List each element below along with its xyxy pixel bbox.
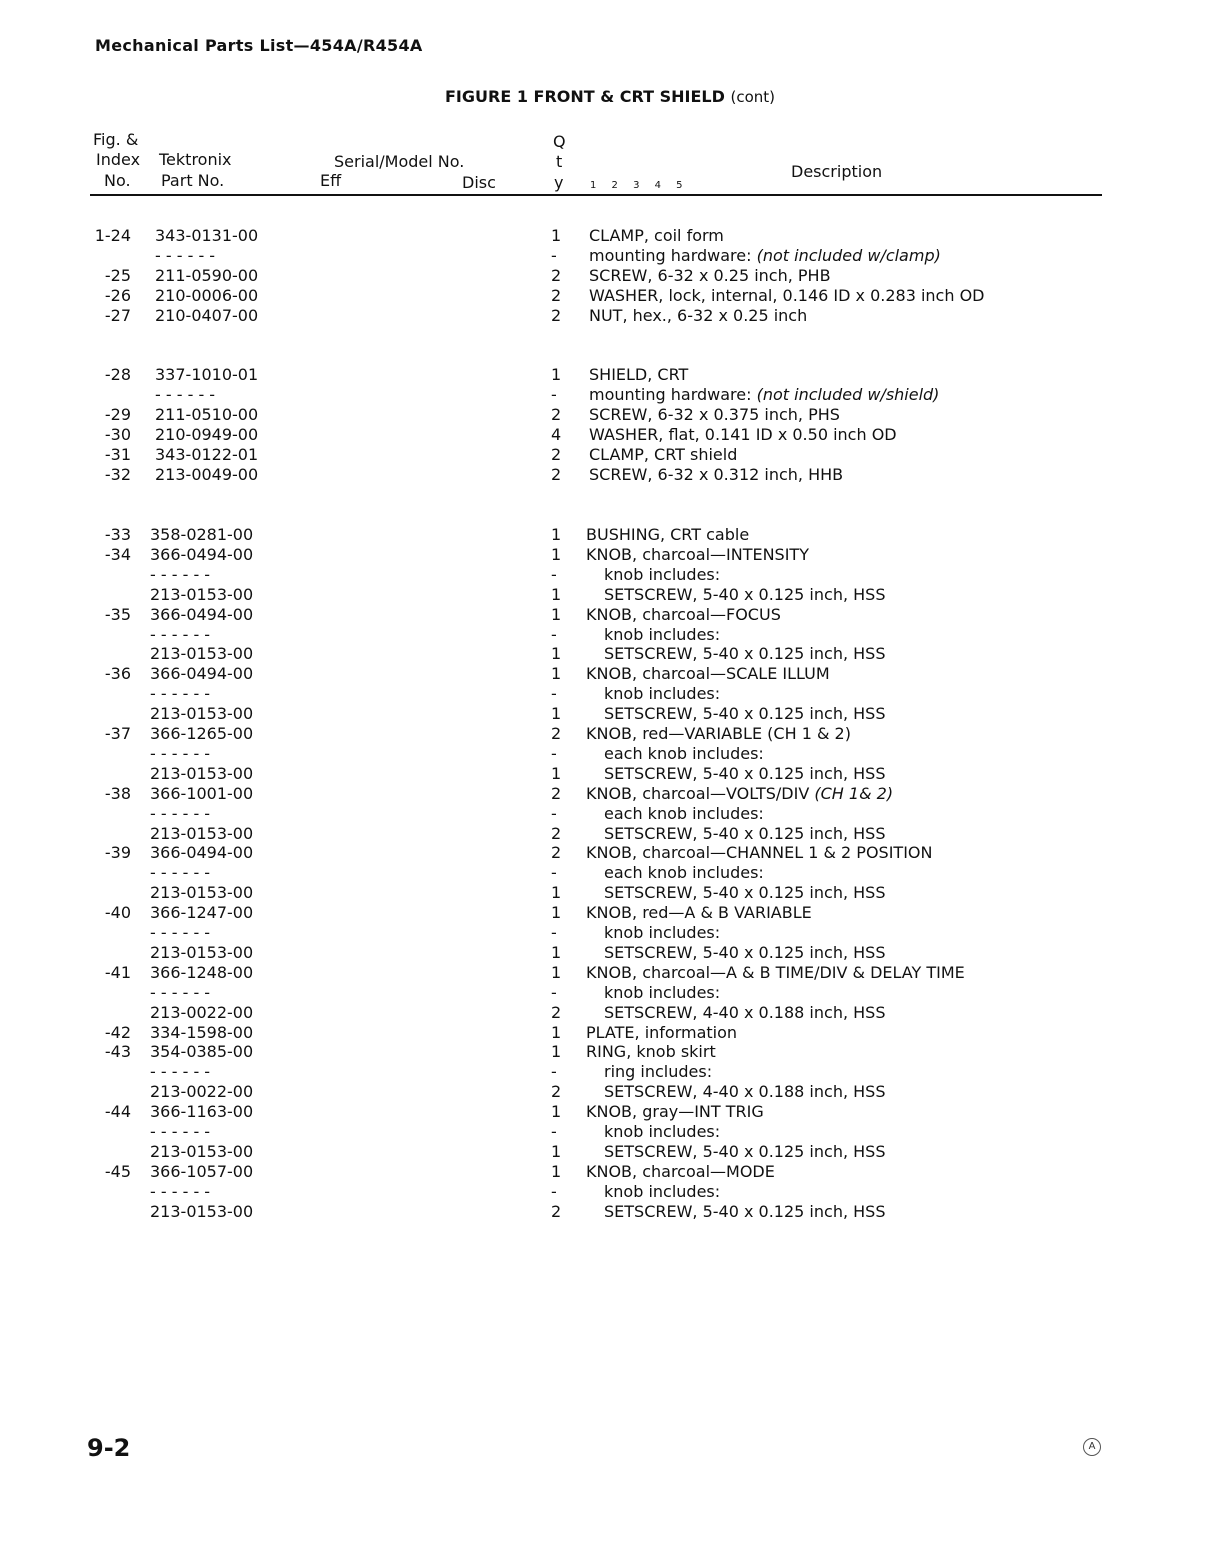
row-description-text: SHIELD, CRT <box>589 365 689 384</box>
row-description-text: SETSCREW, 4-40 x 0.188 inch, HSS <box>604 1002 886 1022</box>
row-description <box>604 1142 885 1162</box>
row-quantity: - <box>551 245 557 265</box>
row-description <box>586 545 809 565</box>
row-description <box>589 226 724 246</box>
row-part-number: 213-0153-00 <box>150 883 254 903</box>
row-description-text: KNOB, charcoal—INTENSITY <box>586 544 809 564</box>
row-description-text: knob includes: <box>604 684 721 704</box>
col-part-line2: Part No. <box>161 171 225 190</box>
page-header-title: Mechanical Parts List—454A/R454A <box>95 36 423 55</box>
row-description <box>589 465 843 485</box>
row-part-number: 334-1598-00 <box>150 1022 254 1042</box>
revision-mark: A <box>1083 1438 1101 1456</box>
row-description <box>586 1162 775 1182</box>
row-part-number: 211-0510-00 <box>155 404 259 424</box>
row-description-text: each knob includes: <box>604 803 764 823</box>
row-index: -34 <box>104 544 131 564</box>
row-description-text: SETSCREW, 5-40 x 0.125 inch, HSS <box>604 1201 886 1221</box>
row-quantity: 2 <box>551 843 562 863</box>
row-description-text: RING, knob skirt <box>586 1042 716 1062</box>
row-description-text: KNOB, charcoal—A & B TIME/DIV & DELAY TIME <box>586 962 965 982</box>
figure-title-main: FIGURE 1 FRONT & CRT SHIELD <box>445 87 725 106</box>
row-index: -36 <box>104 664 131 684</box>
row-index: -45 <box>104 1161 131 1181</box>
row-description <box>586 605 781 625</box>
row-part-number: - - - - - - <box>150 743 211 763</box>
row-description-text: KNOB, charcoal—VOLTS/DIV <box>586 783 815 803</box>
row-index: -40 <box>104 903 131 923</box>
row-part-number: 337-1010-01 <box>155 365 259 384</box>
row-description <box>604 1122 720 1142</box>
row-description-text: SCREW, 6-32 x 0.312 inch, HHB <box>589 464 844 484</box>
row-quantity: - <box>551 743 557 763</box>
page-number: 9-2 <box>87 1434 131 1462</box>
row-quantity: 1 <box>551 903 562 923</box>
row-index: -28 <box>104 365 131 384</box>
col-fig-line2: Index <box>96 150 141 169</box>
row-description-text: knob includes: <box>604 624 721 644</box>
row-description <box>589 286 985 306</box>
row-quantity: - <box>551 1062 557 1082</box>
row-quantity: - <box>551 624 557 644</box>
row-part-number: 210-0949-00 <box>155 424 259 444</box>
row-description <box>604 1202 885 1222</box>
row-description <box>604 804 764 824</box>
row-description-note: (not included w/shield) <box>756 384 940 404</box>
row-description-text: KNOB, charcoal—FOCUS <box>586 604 781 624</box>
row-description <box>586 1042 716 1062</box>
row-quantity: 2 <box>551 444 562 464</box>
row-quantity: 1 <box>551 365 562 384</box>
row-index: -37 <box>104 724 131 743</box>
row-quantity: - <box>551 803 557 823</box>
row-quantity: - <box>551 384 557 404</box>
row-quantity: 1 <box>551 544 562 564</box>
col-disc: Disc <box>462 173 496 192</box>
row-description-text: KNOB, red—VARIABLE (CH 1 & 2) <box>586 724 851 743</box>
row-description-text: SETSCREW, 5-40 x 0.125 inch, HSS <box>604 1141 886 1161</box>
row-index: -41 <box>104 962 131 982</box>
row-quantity: 2 <box>551 1002 562 1022</box>
row-part-number: 366-1057-00 <box>150 1161 254 1181</box>
row-quantity: - <box>551 863 557 883</box>
row-index: -38 <box>104 783 131 803</box>
row-part-number: 366-0494-00 <box>150 843 254 863</box>
row-description <box>604 923 720 943</box>
row-quantity: 2 <box>551 305 562 325</box>
row-part-number: 366-1248-00 <box>150 962 254 982</box>
row-description-text: KNOB, red—A & B VARIABLE <box>586 903 812 923</box>
row-part-number: - - - - - - <box>155 245 216 265</box>
figure-title-suffix: (cont) <box>730 88 775 106</box>
row-part-number: 366-1265-00 <box>150 724 254 743</box>
row-description-text: each knob includes: <box>604 743 764 763</box>
row-description-text: knob includes: <box>604 982 721 1002</box>
row-description <box>604 983 720 1003</box>
row-part-number: 213-0153-00 <box>150 763 254 783</box>
row-part-number: 366-0494-00 <box>150 664 254 684</box>
row-quantity: 2 <box>551 1201 562 1221</box>
row-quantity: 2 <box>551 464 562 484</box>
row-description-text: WASHER, flat, 0.141 ID x 0.50 inch OD <box>589 424 897 444</box>
row-description-text: knob includes: <box>604 923 721 942</box>
row-description <box>589 385 939 405</box>
col-part-line1: Tektronix <box>159 150 232 169</box>
row-index: -35 <box>104 604 131 624</box>
row-quantity: - <box>551 684 557 704</box>
col-qty-q: Q <box>553 132 566 151</box>
row-part-number: - - - - - - <box>150 923 211 942</box>
row-description <box>604 1062 712 1082</box>
row-part-number: - - - - - - <box>150 803 211 823</box>
row-description-text: ring includes: <box>604 1062 713 1082</box>
row-quantity: - <box>551 1122 557 1141</box>
row-description-text: SETSCREW, 5-40 x 0.125 inch, HSS <box>604 942 886 962</box>
row-description-text: BUSHING, CRT cable <box>586 525 750 544</box>
row-index: -39 <box>104 843 131 863</box>
row-index: -31 <box>104 444 131 464</box>
col-eff: Eff <box>320 171 342 190</box>
row-index: -33 <box>104 525 131 544</box>
row-quantity: 1 <box>551 1042 562 1062</box>
row-quantity: 1 <box>551 644 562 664</box>
row-description-text: SETSCREW, 5-40 x 0.125 inch, HSS <box>604 883 886 903</box>
row-description-text: mounting hardware: <box>589 245 757 265</box>
row-description <box>586 664 830 684</box>
row-part-number: - - - - - - <box>150 982 211 1002</box>
row-part-number: 213-0153-00 <box>150 1201 254 1221</box>
row-index: -44 <box>104 1102 131 1122</box>
col-qty-t: t <box>556 152 563 171</box>
row-description-text: knob includes: <box>604 564 721 584</box>
row-quantity: - <box>551 564 557 584</box>
row-description-text: KNOB, gray—INT TRIG <box>586 1102 764 1122</box>
row-description-text: mounting hardware: <box>589 384 757 404</box>
row-index: -42 <box>104 1022 131 1042</box>
row-description-text: CLAMP, coil form <box>589 226 724 245</box>
row-part-number: - - - - - - <box>155 384 216 404</box>
row-quantity: 2 <box>551 1082 562 1102</box>
row-part-number: 213-0153-00 <box>150 823 254 843</box>
row-part-number: 213-0049-00 <box>155 464 259 484</box>
row-description <box>586 903 812 923</box>
row-quantity: 1 <box>551 604 562 624</box>
row-quantity: 1 <box>551 664 562 684</box>
row-quantity: - <box>551 982 557 1002</box>
row-description <box>586 525 749 545</box>
row-description-text: each knob includes: <box>604 863 764 883</box>
row-part-number: 213-0022-00 <box>150 1082 254 1102</box>
row-description <box>604 744 764 764</box>
row-description <box>586 1023 737 1043</box>
row-description-note: (CH 1& 2) <box>814 783 894 803</box>
col-description: Description <box>791 162 883 181</box>
row-quantity: 1 <box>551 1022 562 1042</box>
row-index: -43 <box>104 1042 131 1062</box>
row-quantity: 1 <box>551 763 562 783</box>
col-serial: Serial/Model No. <box>334 152 465 171</box>
row-index: -32 <box>104 464 131 484</box>
row-index: -29 <box>104 404 131 424</box>
row-description <box>604 684 720 704</box>
row-description <box>604 585 885 605</box>
row-quantity: 2 <box>551 823 562 843</box>
row-description <box>589 246 941 266</box>
row-quantity: 1 <box>551 584 562 604</box>
row-part-number: - - - - - - <box>150 684 211 704</box>
row-part-number: 343-0122-01 <box>155 444 259 464</box>
row-quantity: 2 <box>551 265 562 285</box>
row-part-number: 366-1001-00 <box>150 783 254 803</box>
row-quantity: 2 <box>551 285 562 305</box>
row-quantity: 1 <box>551 962 562 982</box>
row-quantity: 1 <box>551 942 562 962</box>
row-part-number: 213-0153-00 <box>150 1141 254 1161</box>
col-fig-line3: No. <box>104 171 131 190</box>
row-quantity: 1 <box>551 704 562 724</box>
row-quantity: 1 <box>551 226 562 245</box>
row-description-text: knob includes: <box>604 1122 721 1141</box>
row-description <box>604 644 885 664</box>
row-description <box>604 1082 885 1102</box>
row-part-number: - - - - - - <box>150 863 211 883</box>
row-description-text: SETSCREW, 5-40 x 0.125 inch, HSS <box>604 644 886 664</box>
row-description-text: SETSCREW, 5-40 x 0.125 inch, HSS <box>604 584 886 604</box>
row-part-number: 366-0494-00 <box>150 544 254 564</box>
row-description <box>589 306 807 326</box>
row-description <box>604 883 885 903</box>
row-part-number: - - - - - - <box>150 1122 211 1141</box>
row-description <box>604 625 720 645</box>
row-description <box>586 963 965 983</box>
row-part-number: 366-1247-00 <box>150 903 254 923</box>
row-part-number: 210-0006-00 <box>155 285 259 305</box>
col-fig-line1: Fig. & <box>93 130 139 149</box>
row-description <box>604 943 885 963</box>
row-quantity: 1 <box>551 1141 562 1161</box>
row-description <box>589 405 840 425</box>
row-description-text: SETSCREW, 5-40 x 0.125 inch, HSS <box>604 763 886 783</box>
row-description <box>604 863 764 883</box>
row-part-number: 366-0494-00 <box>150 604 254 624</box>
row-index: 1-24 <box>94 226 131 245</box>
row-quantity: 1 <box>551 883 562 903</box>
row-description <box>604 824 885 844</box>
row-description-text: SETSCREW, 4-40 x 0.188 inch, HSS <box>604 1082 886 1102</box>
row-index: -26 <box>104 285 131 305</box>
row-quantity: - <box>551 923 557 942</box>
row-description-text: SETSCREW, 5-40 x 0.125 inch, HSS <box>604 823 886 843</box>
row-part-number: 213-0153-00 <box>150 704 254 724</box>
row-part-number: - - - - - - <box>150 564 211 584</box>
row-part-number: 213-0153-00 <box>150 644 254 664</box>
row-part-number: 343-0131-00 <box>155 226 259 245</box>
row-description-note: (not included w/clamp) <box>756 245 941 265</box>
row-description-text: SCREW, 6-32 x 0.375 inch, PHS <box>589 404 840 424</box>
row-description-text: SETSCREW, 5-40 x 0.125 inch, HSS <box>604 704 886 724</box>
row-part-number: 354-0385-00 <box>150 1042 254 1062</box>
row-index: -25 <box>104 265 131 285</box>
col-qty-y: y <box>554 173 564 192</box>
row-quantity: 2 <box>551 404 562 424</box>
row-description <box>589 425 897 445</box>
row-description <box>589 266 831 286</box>
row-description-text: KNOB, charcoal—CHANNEL 1 & 2 POSITION <box>586 843 933 863</box>
row-part-number: 213-0153-00 <box>150 942 254 962</box>
row-part-number: 210-0407-00 <box>155 305 259 325</box>
row-description <box>589 445 737 465</box>
row-description <box>586 784 893 804</box>
row-description <box>586 1102 764 1122</box>
row-index: -27 <box>104 305 131 325</box>
row-quantity: 1 <box>551 1161 562 1181</box>
row-description-text: CLAMP, CRT shield <box>589 444 738 464</box>
row-part-number: 211-0590-00 <box>155 265 259 285</box>
row-description-text: PLATE, information <box>586 1022 738 1042</box>
row-quantity: 2 <box>551 783 562 803</box>
row-description-text: NUT, hex., 6-32 x 0.25 inch <box>589 305 808 325</box>
row-quantity: - <box>551 1181 557 1201</box>
row-quantity: 1 <box>551 1102 562 1122</box>
row-part-number: 213-0022-00 <box>150 1002 254 1022</box>
row-description <box>604 1003 885 1023</box>
row-part-number: 213-0153-00 <box>150 584 254 604</box>
row-description <box>604 764 885 784</box>
row-description <box>586 724 851 744</box>
row-description <box>589 365 688 385</box>
row-part-number: 366-1163-00 <box>150 1102 254 1122</box>
row-part-number: 358-0281-00 <box>150 525 254 544</box>
row-index: -30 <box>104 424 131 444</box>
col-qty-digits: 1 2 3 4 5 <box>590 180 689 191</box>
row-description <box>604 704 885 724</box>
row-description-text: KNOB, charcoal—MODE <box>586 1161 775 1181</box>
row-description <box>604 565 720 585</box>
row-part-number: - - - - - - <box>150 1181 211 1201</box>
row-description <box>604 1182 720 1202</box>
row-description-text: WASHER, lock, internal, 0.146 ID x 0.283 inch OD <box>589 285 985 305</box>
row-description-text: KNOB, charcoal—SCALE ILLUM <box>586 664 830 684</box>
row-quantity: 1 <box>551 525 562 544</box>
row-description-text: knob includes: <box>604 1181 721 1201</box>
row-part-number: - - - - - - <box>150 1062 211 1082</box>
row-quantity: 2 <box>551 724 562 743</box>
row-description-text: SCREW, 6-32 x 0.25 inch, PHB <box>589 265 831 285</box>
row-part-number: - - - - - - <box>150 624 211 644</box>
row-quantity: 4 <box>551 424 562 444</box>
row-description <box>586 843 932 863</box>
